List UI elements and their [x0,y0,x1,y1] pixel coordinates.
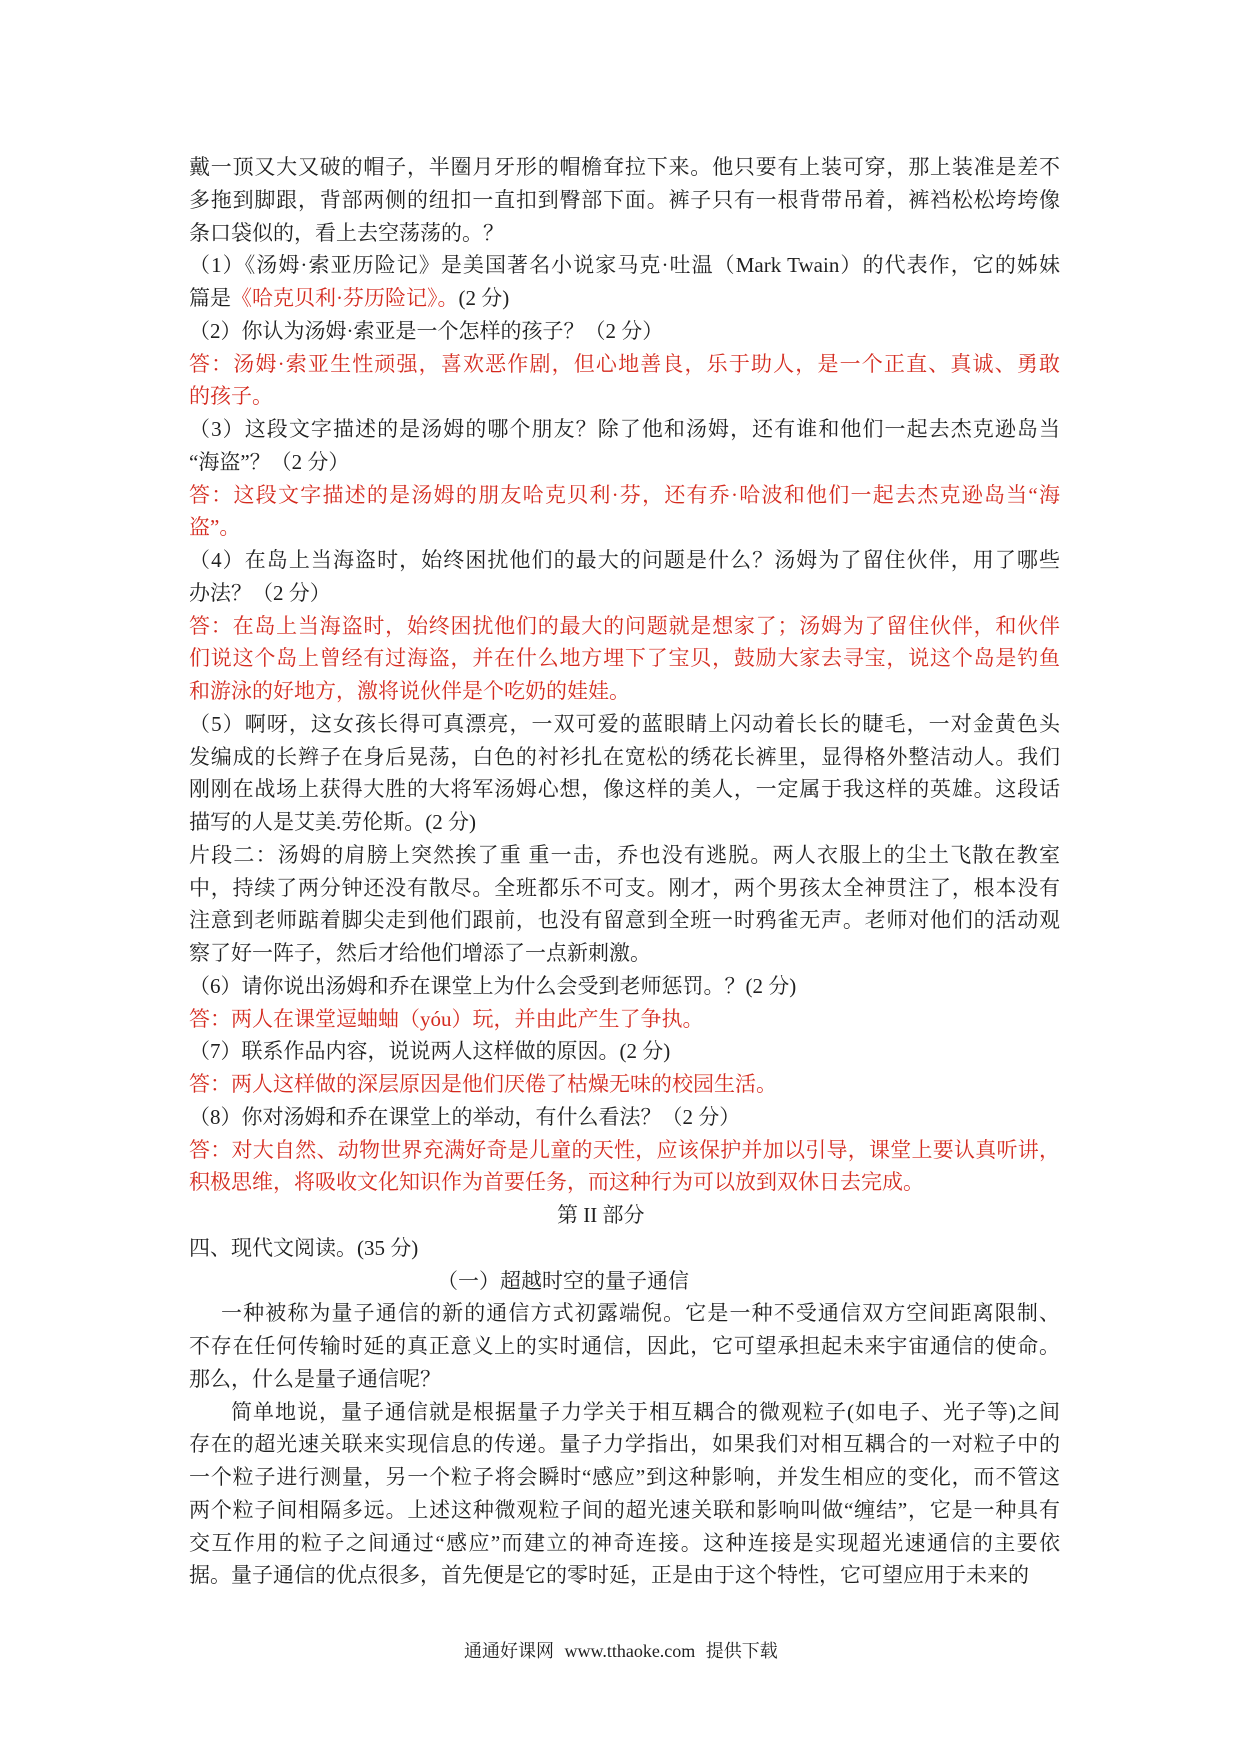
body-text: （7）联系作品内容，说说两人这样做的原因。(2 分) [189,1039,671,1064]
text-line [189,773,1060,806]
footer-credit: 通通好课网 www.tthaoke.com 提供下载 [464,1641,778,1661]
text-line [189,577,1060,610]
text-line [189,904,1060,937]
text-line [189,708,1060,741]
text-line [189,675,1060,708]
answer-text: 答：这段文字描述的是汤姆的朋友哈克贝利·芬，还有乔·哈波和他们一起去杰克逊岛当“海 [189,482,1060,507]
body-text: 发编成的长辫子在身后晃荡，白色的衬衫扎在宽松的绣花长裤里，显得格外整洁动人。我们 [189,744,1060,769]
body-text: 那么，什么是量子通信呢？ [189,1366,441,1391]
text-line [189,282,1060,315]
answer-paragraph [189,1003,1060,1036]
body-text: 片段二：汤姆的肩膀上突然挨了重 重一击，乔也没有逃脱。两人衣服上的尘土飞散在教室 [189,842,1060,867]
answer-text: 和游泳的好地方，激将说伙伴是个吃奶的娃娃。 [189,679,630,703]
question-paragraph [189,249,1060,315]
answer-text: 们说这个岛上曾经有过海盗，并在什么地方埋下了宝贝，鼓励大家去寻宝，说这个岛是钓鱼 [189,646,1060,671]
text-line [189,1101,1060,1134]
text-line [189,1363,1060,1396]
text-line [189,1035,1060,1068]
body-text: 描写的人是艾美.劳伦斯。(2 分) [189,810,476,834]
text-line [189,1559,1060,1592]
question-paragraph [189,970,1060,1003]
text-line [189,315,1060,348]
text-line [189,348,1060,381]
answer-paragraph [189,348,1060,414]
article-body [189,1297,1060,1592]
text-line [189,839,1060,872]
text-line [189,1134,1060,1167]
answer-text: 答：两人在课堂逗蚰蚰（yóu）玩，并由此产生了争执。 [189,1006,704,1031]
part-title: 第 II 部分 [557,1203,645,1227]
body-text: 中，持续了两分钟还没有散尽。全班都乐不可支。刚才，两个男孩太全神贯注了，根本没有 [189,875,1060,900]
answer-text: 答：在岛上当海盗时，始终困扰他们的最大的问题就是想家了；汤姆为了留住伙伴，和伙伴 [189,613,1060,638]
article-paragraph [189,1297,1060,1395]
answer-paragraph [189,1134,1060,1200]
body-text: 存在的超光速关联来实现信息的传递。量子力学指出，如果我们对相互耦合的一对粒子中的 [189,1432,1060,1457]
body-text: 戴一顶又大又破的帽子，半圈月牙形的帽檐耷拉下来。他只要有上装可穿，那上装准是差不 [189,155,1060,179]
text-line [189,1166,1060,1199]
text-line [189,1396,1060,1429]
answer-text: 盗”。 [189,515,241,540]
text-line [189,872,1060,905]
text-line [189,446,1060,479]
text-line [189,1330,1060,1363]
body-text: （1）《汤姆·索亚历险记》是美国著名小说家马克·吐温（Mark Twain）的代表作，它的姊妹 [189,253,1060,278]
text-line [189,151,1060,184]
question-paragraph [189,413,1060,479]
answer-text: 答：两人这样做的深层原因是他们厌倦了枯燥无味的校园生活。 [189,1072,777,1096]
text-line [189,380,1060,413]
text-line [189,479,1060,512]
question-paragraph [189,1035,1060,1068]
body-text: 办法？（2 分） [189,580,331,605]
text-line [189,413,1060,446]
text-line [189,741,1060,774]
body-text: (2 分) [458,286,510,310]
body-text: （8）你对汤姆和乔在课堂上的举动，有什么看法？（2 分） [189,1104,741,1129]
text-line [189,1068,1060,1101]
body-text: 一个粒子进行测量，另一个粒子将会瞬时“感应”到这种影响，并发生相应的变化，而不管这 [189,1465,1060,1489]
answer-text: 答：对大自然、动物世界充满好奇是儿童的天性，应该保护并加以引导，课堂上要认真听讲， [189,1137,1060,1162]
text-line [189,937,1060,970]
text-line [189,544,1060,577]
passage-paragraph [189,839,1060,970]
body-text: 刚刚在战场上获得大胜的大将军汤姆心想，像这样的美人，一定属于我这样的英雄。这段话 [189,777,1060,802]
text-line [189,642,1060,675]
answer-paragraph [189,479,1060,545]
body-text: （3）这段文字描述的是汤姆的哪个朋友？除了他和汤姆，还有谁和他们一起去杰克逊岛当 [189,417,1060,441]
text-line [189,511,1060,544]
text-line [189,184,1060,217]
article-title: （一）超越时空的量子通信 [437,1268,689,1293]
answer-paragraph [189,1068,1060,1101]
text-line [189,1003,1060,1036]
section-heading: 四、现代文阅读。(35 分) [189,1235,419,1260]
text-line [189,970,1060,1003]
body-text: 简单地说，量子通信就是根据量子力学关于相互耦合的微观粒子(如电子、光子等)之间 [231,1399,1060,1424]
body-text: 两个粒子间相隔多远。上述这种微观粒子间的超光速关联和影响叫做“缠结”，它是一种具有 [189,1497,1060,1522]
answer-text: 的孩子。 [189,384,273,409]
body-text: 据。量子通信的优点很多，首先便是它的零时延，正是由于这个特性，它可望应用于未来的 [189,1563,1029,1588]
body-text: 篇是 [189,286,231,310]
text-line [189,806,1060,839]
answer-text: 《哈克贝利·芬历险记》。 [231,286,459,310]
body-text: 不存在任何传输时延的真正意义上的实时通信，因此，它可望承担起未来宇宙通信的使命。 [189,1334,1060,1358]
body-text: “海盗”？（2 分） [189,449,350,474]
text-line [189,1461,1060,1494]
body-text: 条口袋似的，看上去空荡荡的。？ [189,220,504,245]
text-line [189,1297,1060,1330]
text-line [189,1527,1060,1560]
text-line [189,249,1060,282]
body-text: （6）请你说出汤姆和乔在课堂上为什么会受到老师惩罚。？(2 分) [189,973,797,998]
text-line [189,610,1060,643]
answer-text: 答：汤姆·索亚生性顽强，喜欢恶作剧，但心地善良，乐于助人，是一个正直、真诚、勇敢 [189,351,1060,376]
reading-questions [189,151,1060,1199]
body-text: 交互作用的粒子之间通过“感应”而建立的神奇连接。这种连接是实现超光速通信的主要依 [189,1530,1060,1555]
body-text: （4）在岛上当海盗时，始终困扰他们的最大的问题是什么？汤姆为了留住伙伴，用了哪些 [189,548,1060,572]
exam-page [189,151,1060,1592]
body-text: 多拖到脚跟，背部两侧的纽扣一直扣到臀部下面。裤子只有一根背带吊着，裤裆松松垮垮像 [189,187,1060,212]
question-paragraph [189,708,1060,839]
article-paragraph [189,1396,1060,1593]
text-line [189,1494,1060,1527]
body-text: 察了好一阵子，然后才给他们增添了一点新刺激。 [189,941,651,965]
body-text: 注意到老师踮着脚尖走到他们跟前，也没有留意到全班一时鸦雀无声。老师对他们的活动观 [189,908,1060,933]
passage-paragraph [189,151,1060,249]
text-line [189,217,1060,250]
question-paragraph [189,315,1060,348]
text-line [189,1428,1060,1461]
answer-text: 积极思维，将吸收文化知识作为首要任务，而这种行为可以放到双休日去完成。 [189,1170,924,1195]
answer-paragraph [189,610,1060,708]
body-text: 一种被称为量子通信的新的通信方式初露端倪。它是一种不受通信双方空间距离限制、 [221,1301,1060,1326]
question-paragraph [189,544,1060,610]
body-text: （2）你认为汤姆·索亚是一个怎样的孩子？（2 分） [189,318,664,343]
body-text: （5）啊呀，这女孩长得可真漂亮，一双可爱的蓝眼睛上闪动着长长的睫毛，一对金黄色头 [189,711,1060,736]
question-paragraph [189,1101,1060,1134]
